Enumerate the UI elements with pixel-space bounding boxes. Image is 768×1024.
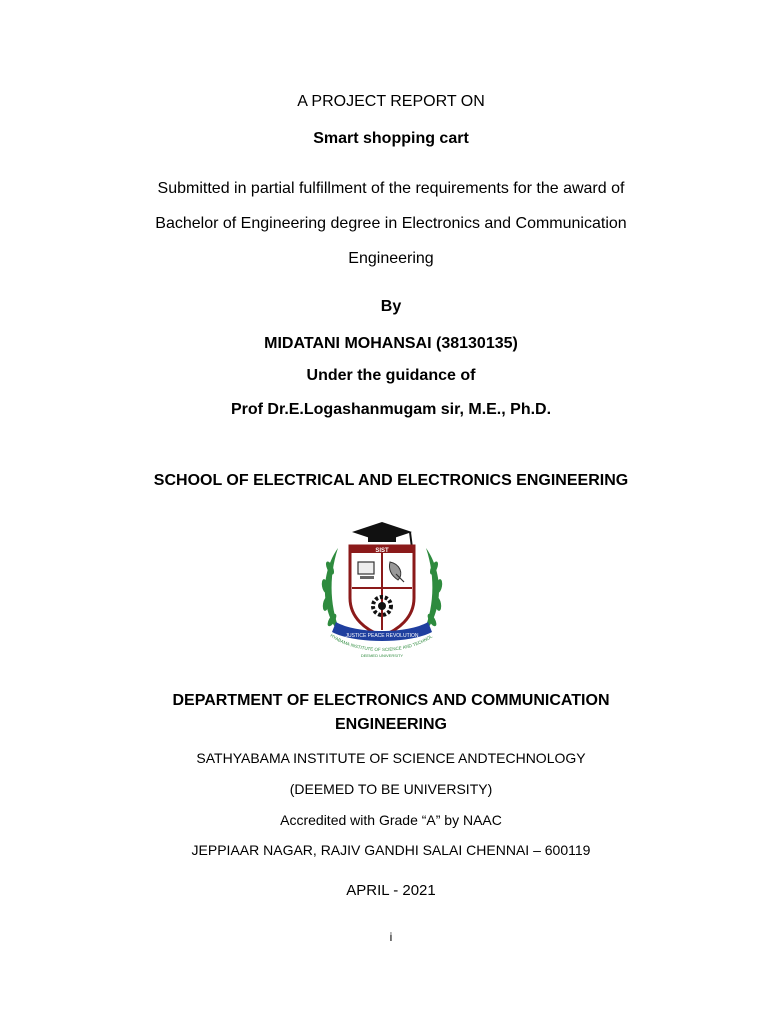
institute-logo [316,518,448,660]
report-date: APRIL - 2021 [346,882,436,899]
computer-icon [358,562,374,579]
page-number: i [389,930,393,944]
logo-arc-text: HYABAMA INSTITUTE OF SCIENCE AND TECHNOL [329,632,434,653]
school-name: SCHOOL OF ELECTRICAL AND ELECTRONICS ENGINEERING [153,472,629,489]
submission-line-2: Bachelor of Engineering degree in Electronics and Communication [155,215,627,232]
submission-line-1: Submitted in partial fulfillment of the requirements for the award of [157,180,625,197]
institute-name: SATHYABAMA INSTITUTE OF SCIENCE ANDTECHNOLOGY [196,750,586,766]
by-label: By [380,298,402,315]
submission-line-3: Engineering [348,250,434,267]
department-line-1: DEPARTMENT OF ELECTRONICS AND COMMUNICATION [172,692,610,709]
department-line-2: ENGINEERING [334,716,447,733]
accreditation: Accredited with Grade “A” by NAAC [280,812,502,828]
guidance-label: Under the guidance of [306,367,476,384]
report-heading: A PROJECT REPORT ON [297,93,485,110]
shield-icon [350,546,414,636]
logo-top-text: SIST [375,548,389,554]
guide-name: Prof Dr.E.Logashanmugam sir, M.E., Ph.D. [230,401,552,418]
address: JEPPIAAR NAGAR, RAJIV GANDHI SALAI CHENNAI – 600119 [191,842,591,858]
logo-arc-subtext: DEEMED UNIVERSITY [360,653,404,658]
logo-motto-text: JUSTICE PEACE REVOLUTION [345,633,419,639]
author-name: MIDATANI MOHANSAI (38130135) [264,335,518,352]
project-title: Smart shopping cart [313,130,469,147]
university-status: (DEEMED TO BE UNIVERSITY) [289,781,493,797]
